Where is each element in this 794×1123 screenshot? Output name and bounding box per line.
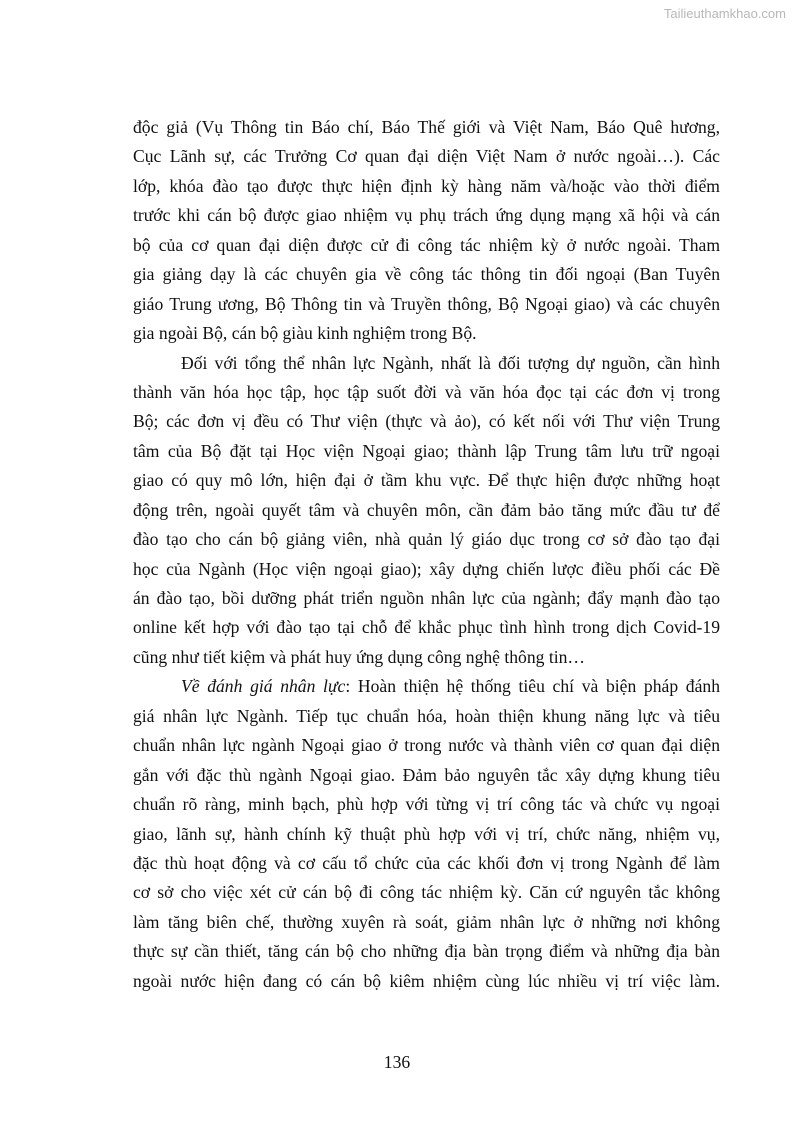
paragraph [133, 349, 720, 673]
text-line: giáo Trung ương, Bộ Thông tin và Truyền thông, Bộ Ngoại giao) và các chuyên [133, 293, 720, 314]
text-line: tâm của Bộ đặt tại Học viện Ngoại giao; thành lập Trung tâm lưu trữ ngoại [133, 440, 720, 461]
text-line: giao, lãnh sự, hành chính kỹ thuật phù hợp với vị trí, chức năng, nhiệm vụ, [133, 823, 720, 844]
page-body [133, 113, 720, 996]
text-line: gắn với đặc thù ngành Ngoại giao. Đảm bảo nguyên tắc xây dựng khung tiêu [133, 764, 720, 785]
text-line: đào tạo cho cán bộ giảng viên, nhà quản lý giáo dục trong cơ sở đào tạo đại [133, 529, 720, 550]
text-line: cũng như tiết kiệm và phát huy ứng dụng công nghệ thông tin… [133, 646, 586, 667]
text-line: Cục Lãnh sự, các Trưởng Cơ quan đại diện Việt Nam ở nước ngoài…). Các [133, 146, 720, 167]
text-line: gia ngoài Bộ, cán bộ giàu kinh nghiệm trong Bộ. [133, 323, 477, 344]
text-line: cơ sở cho việc xét cử cán bộ đi công tác nhiệm kỳ. Căn cứ nguyên tắc không [133, 882, 720, 903]
text-line: chuẩn nhân lực ngành Ngoại giao ở trong nước và thành viên cơ quan đại diện [133, 735, 720, 756]
text-line: ngoài nước hiện đang có cán bộ kiêm nhiệm cùng lúc nhiều vị trí việc làm. [133, 970, 720, 991]
paragraph [133, 672, 720, 996]
text-line: online kết hợp với đào tạo tại chỗ để khắc phục tình hình trong dịch Covid-19 [133, 617, 720, 638]
text-line [133, 672, 720, 701]
text-line: trước khi cán bộ được giao nhiệm vụ phụ trách ứng dụng mạng xã hội và cán [133, 205, 720, 226]
text-line: độc giả (Vụ Thông tin Báo chí, Báo Thế giới và Việt Nam, Báo Quê hương, [133, 117, 720, 137]
text-line: lớp, khóa đào tạo được thực hiện định kỳ hàng năm và/hoặc vào thời điểm [133, 175, 720, 196]
page-number: 136 [383, 1052, 411, 1072]
text-line: án đào tạo, bồi dưỡng phát triển nguồn nhân lực của ngành; đẩy mạnh đào tạo [133, 588, 720, 608]
text-line: Đối với tổng thể nhân lực Ngành, nhất là đối tượng dự nguồn, cần hình [181, 352, 720, 373]
italic-lead: Về đánh giá nhân lực [181, 676, 346, 697]
text-line: chuẩn rõ ràng, minh bạch, phù hợp với từng vị trí công tác và chức vụ ngoại [133, 794, 720, 815]
text-line: động trên, ngoài quyết tâm và chuyên môn, cần đảm bảo tăng mức đầu tư để [133, 499, 720, 520]
text-line: giá nhân lực Ngành. Tiếp tục chuẩn hóa, hoàn thiện khung năng lực và tiêu [133, 705, 720, 726]
text-line: gia giảng dạy là các chuyên gia về công tác thông tin đối ngoại (Ban Tuyên [133, 264, 720, 285]
text-line: làm tăng biên chế, thường xuyên rà soát, giảm nhân lực ở những nơi không [133, 911, 720, 932]
lead-text: : Hoàn thiện hệ thống tiêu chí và biện pháp đánh [345, 676, 720, 697]
text-line: giao có quy mô lớn, hiện đại ở tầm khu vực. Để thực hiện được những hoạt [133, 470, 720, 491]
text-line: bộ của cơ quan đại diện được cử đi công tác nhiệm kỳ ở nước ngoài. Tham [133, 234, 720, 255]
text-line: đặc thù hoạt động và cơ cấu tổ chức của các khối đơn vị trong Ngành để làm [133, 852, 720, 873]
watermark: Tailieuthamkhao.com [663, 6, 786, 21]
paragraph [133, 113, 720, 349]
text-line: Bộ; các đơn vị đều có Thư viện (thực và ảo), có kết nối với Thư viện Trung [133, 411, 720, 432]
text-line: thành văn hóa học tập, học tập suốt đời và văn hóa đọc tại các đơn vị trong [133, 381, 720, 402]
text-line: thực sự cần thiết, tăng cán bộ cho những địa bàn trọng điểm và những địa bàn [133, 941, 720, 962]
text-line: học của Ngành (Học viện ngoại giao); xây dựng chiến lược điều phối các Đề [133, 558, 720, 579]
